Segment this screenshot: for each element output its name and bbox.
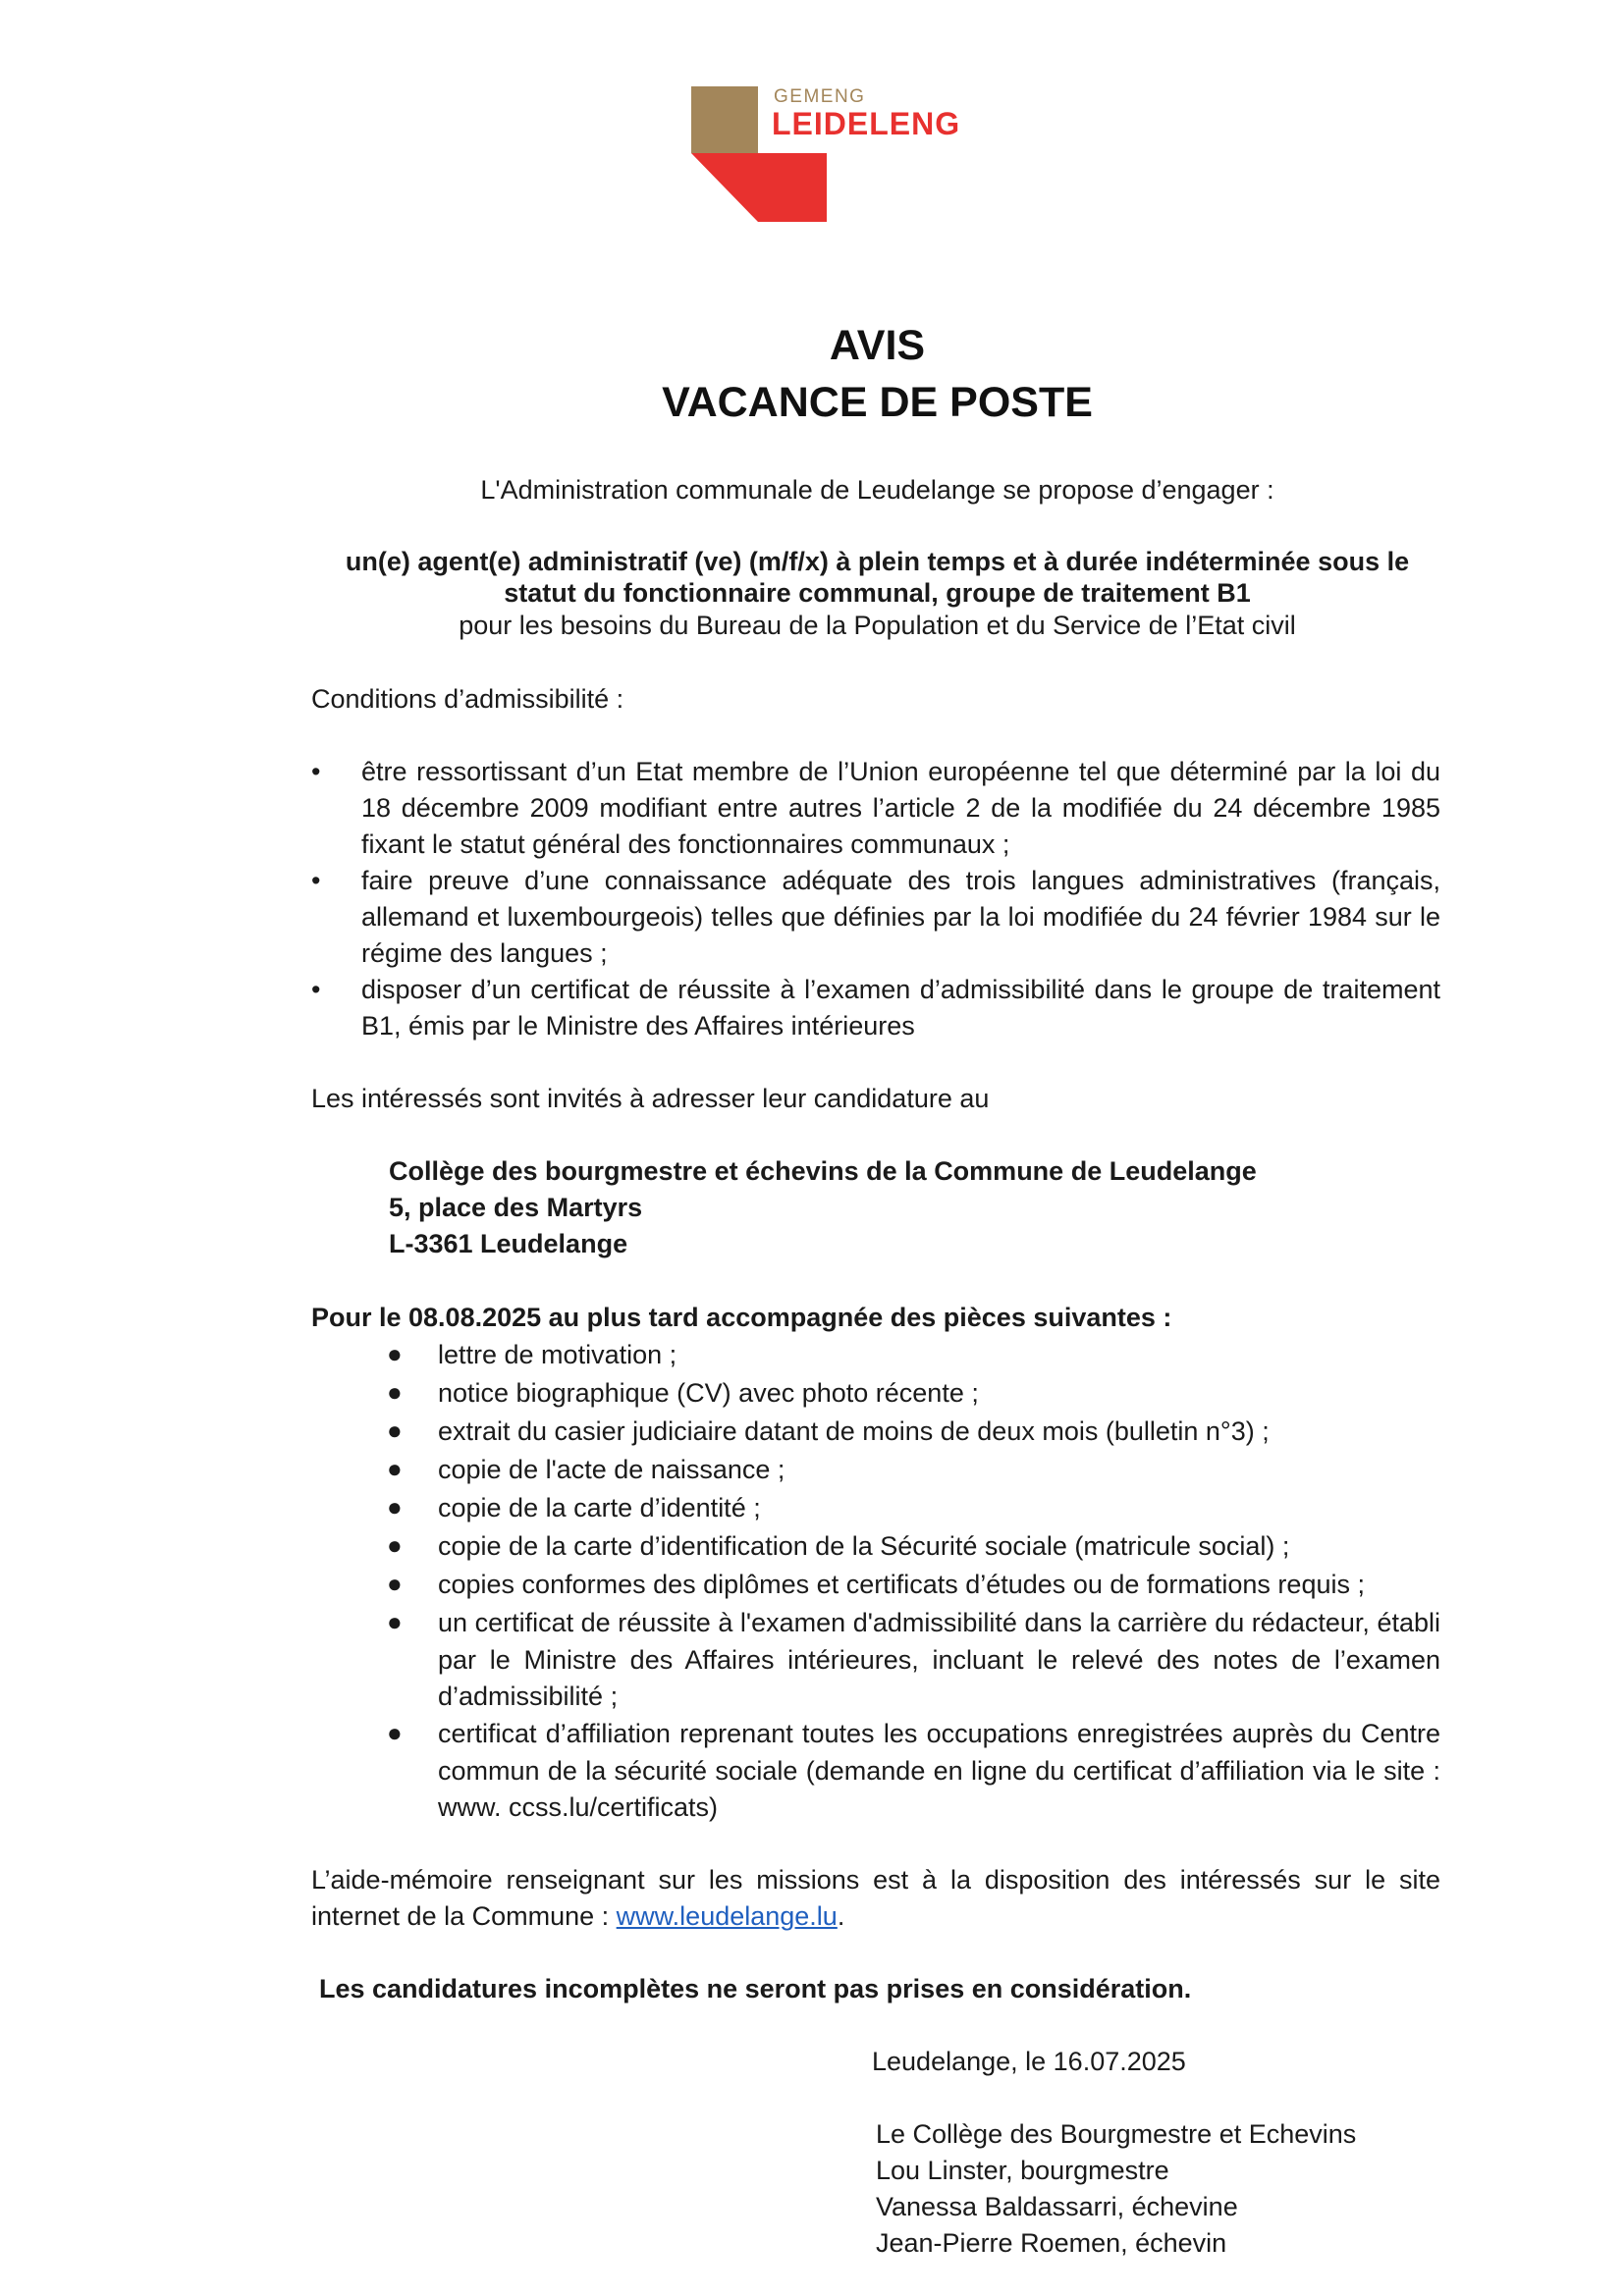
logo-text-small: GEMENG	[774, 86, 866, 107]
bullet-icon: •	[311, 975, 321, 1004]
bullet-icon: ●	[387, 1492, 403, 1522]
bullet-icon: ●	[387, 1377, 403, 1407]
warning-text: Les candidatures incomplètes ne seront pas prises en considération.	[319, 1974, 1192, 2003]
signature-line: Jean-Pierre Roemen, échevin	[876, 2228, 1227, 2258]
job-headline-line2: statut du fonctionnaire communal, groupe de traitement B1	[504, 578, 1251, 608]
commune-logo	[691, 86, 961, 224]
bullet-icon: ●	[387, 1569, 403, 1598]
job-headline-sub: pour les besoins du Bureau de la Population et du Service de l’Etat civil	[459, 611, 1296, 640]
website-link[interactable]: www.leudelange.lu	[616, 1901, 838, 1931]
bullet-icon: ●	[387, 1607, 403, 1636]
bullet-icon: ●	[387, 1718, 403, 1747]
title-vacance: VACANCE DE POSTE	[662, 379, 1093, 426]
bullet-icon: ●	[387, 1415, 403, 1445]
signature-line: Le Collège des Bourgmestre et Echevins	[876, 2119, 1357, 2149]
logo-text-big: LEIDELENG	[772, 106, 961, 141]
bullet-icon: ●	[387, 1454, 403, 1483]
document-page: GEMENG LEIDELENG AVIS VACANCE DE POSTE L'Administration communale de Leudelange se propose d’engager : un(e) agent(e) administratif (ve) (m/f/x) à plein temps et à durée indéterminée sous le statut du fonctionnaire communal, groupe de traitement B1 pour les besoins du Bureau de la Population et du Service de l’Etat civil Conditions d’admissibilité : • être ressortissant d’un Etat membre de l’Union européenne tel que déterminé par la loi du 18 décembre 2009 modifiant entre autres l’article 2 de la modifiée du 24 décembre 1985 fixant le statut général des fonctionnaires communaux ; • faire preuve d’une connaissance adéquate des trois langues administratives (français, allemand et luxembourgeois) telles que définies par la loi modifiée du 24 février 1984 sur le régime des langues ; • disposer d’un certificat de réussite à l’examen d’admissibilité dans le groupe de traitement B1, émis par le Ministre des Affaires intérieures Les intéressés sont invités à adresser leur candidature au Collège des bourgmestre et échevins de la Commune de Leudelange 5, place des Martyrs L-3361 Leudelange Pour le 08.08.2025 au plus tard accompagnée des pièces suivantes : ● lettre de motivation ; ● notice biographique (CV) avec photo récente ; ● extrait du casier judiciaire datant de moins de deux mois (bulletin n°3) ; ● copie de l'acte de naissance ; ● copie de la carte d’identité ; ● copie de la carte d’identification de la Sécurité sociale (matricule social) ; ● copies conformes des diplômes et certificats d’études ou de formations requis ; ● un certificat de réussite à l'examen d'admissibilité dans la carrière du rédacteur, établi par le Ministre des Affaires intérieures, incluant le relevé des notes de l’examen d’admissibilité ; ● certificat d’affiliation reprenant toutes les occupations enregistrées auprès du Centre commun de la sécurité sociale (demande en ligne du certificat d’affiliation via le site : www. ccss.lu/certificats) L’aide-mémoire renseignant sur les missions est à la disposition des intéressés sur le site internet de la Commune : www.leudelange.lu. Les candidatures incomplètes ne seront pas prises en considération. Leudelange, le 16.07.2025 Le Collège des Bourgmestre et Echevins Lou Linster, bourgmestre Vanessa Baldassarri, échevine Jean-Pierre Roemen, échevin	[0, 0, 1624, 2296]
bullet-icon: ●	[387, 1530, 403, 1560]
apply-intro: Les intéressés sont invités à adresser leur candidature au	[311, 1084, 990, 1113]
address-line: Collège des bourgmestre et échevins de la Commune de Leudelange	[389, 1156, 1257, 1186]
signature-block	[876, 2116, 1356, 2262]
conditions-heading: Conditions d’admissibilité :	[311, 684, 624, 714]
memo-text: L’aide-mémoire renseignant sur les missions est à la disposition des intéressés sur le site internet de la Commune : www.leudelange.lu.	[311, 1865, 1440, 1931]
title-avis: AVIS	[829, 322, 926, 369]
address-block	[389, 1153, 1257, 1262]
bullet-icon: ●	[387, 1339, 403, 1368]
address-line: 5, place des Martyrs	[389, 1193, 643, 1222]
job-headline-line1: un(e) agent(e) administratif (ve) (m/f/x) à plein temps et à durée indéterminée sous le	[345, 547, 1410, 576]
date-line: Leudelange, le 16.07.2025	[872, 2047, 1186, 2076]
signature-line: Vanessa Baldassarri, échevine	[876, 2192, 1238, 2221]
bullet-icon: •	[311, 866, 321, 895]
job-headline	[0, 546, 1624, 609]
intro-text: L'Administration communale de Leudelange se propose d’engager :	[480, 475, 1274, 505]
deadline-text: Pour le 08.08.2025 au plus tard accompagnée des pièces suivantes :	[311, 1303, 1172, 1332]
bullet-icon: •	[311, 757, 321, 786]
signature-line: Lou Linster, bourgmestre	[876, 2156, 1169, 2185]
address-line: L-3361 Leudelange	[389, 1229, 628, 1258]
